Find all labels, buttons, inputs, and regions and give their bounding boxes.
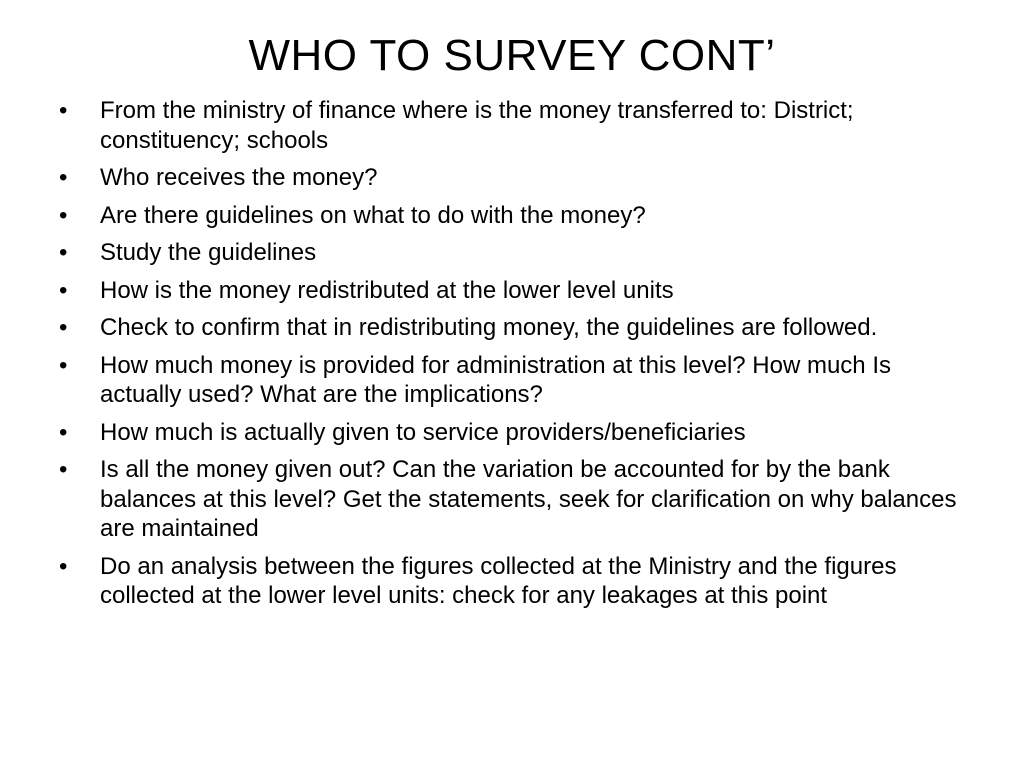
bullet-item xyxy=(57,201,977,231)
bullet-text: Is all the money given out? Can the variation be accounted for by the bank balances at this level? Get the statements, seek for clarification on why balances are maintained xyxy=(100,456,957,542)
bullet-list xyxy=(57,96,977,619)
bullet-text: Study the guidelines xyxy=(100,239,317,266)
bullet-dot-icon: • xyxy=(59,314,68,341)
bullet-dot-icon: • xyxy=(59,201,68,229)
bullet-text: How much money is provided for administration at this level? How much Is actually used? What are the implications? xyxy=(100,351,891,408)
bullet-item xyxy=(57,455,977,544)
bullet-dot-icon: • xyxy=(59,418,68,446)
bullet-text: Are there guidelines on what to do with the money? xyxy=(100,201,646,229)
bullet-item xyxy=(57,351,977,410)
bullet-text: Do an analysis between the figures collected at the Ministry and the figures collected at the lower level units: check for any leakages at this point xyxy=(100,552,897,609)
bullet-dot-icon: • xyxy=(59,239,68,266)
bullet-item xyxy=(57,276,977,306)
bullet-text: From the ministry of finance where is the money transferred to: District; constituency; schools xyxy=(100,97,854,154)
slide-title: WHO TO SURVEY CONT’ xyxy=(248,31,776,80)
bullet-item xyxy=(57,313,977,343)
bullet-text: Check to confirm that in redistributing money, the guidelines are followed. xyxy=(100,314,878,341)
bullet-item xyxy=(57,96,977,155)
bullet-dot-icon: • xyxy=(59,97,68,124)
bullet-item xyxy=(57,418,977,448)
bullet-dot-icon: • xyxy=(59,552,68,580)
bullet-text: Who receives the money? xyxy=(100,164,378,191)
bullet-dot-icon: • xyxy=(59,456,68,483)
bullet-text: How much is actually given to service providers/beneficiaries xyxy=(100,418,746,446)
bullet-dot-icon: • xyxy=(59,164,68,191)
bullet-dot-icon: • xyxy=(59,276,68,304)
bullet-item xyxy=(57,238,977,268)
bullet-dot-icon: • xyxy=(59,351,68,379)
bullet-item xyxy=(57,163,977,193)
bullet-text: How is the money redistributed at the lower level units xyxy=(100,276,674,304)
bullet-item xyxy=(57,552,977,611)
